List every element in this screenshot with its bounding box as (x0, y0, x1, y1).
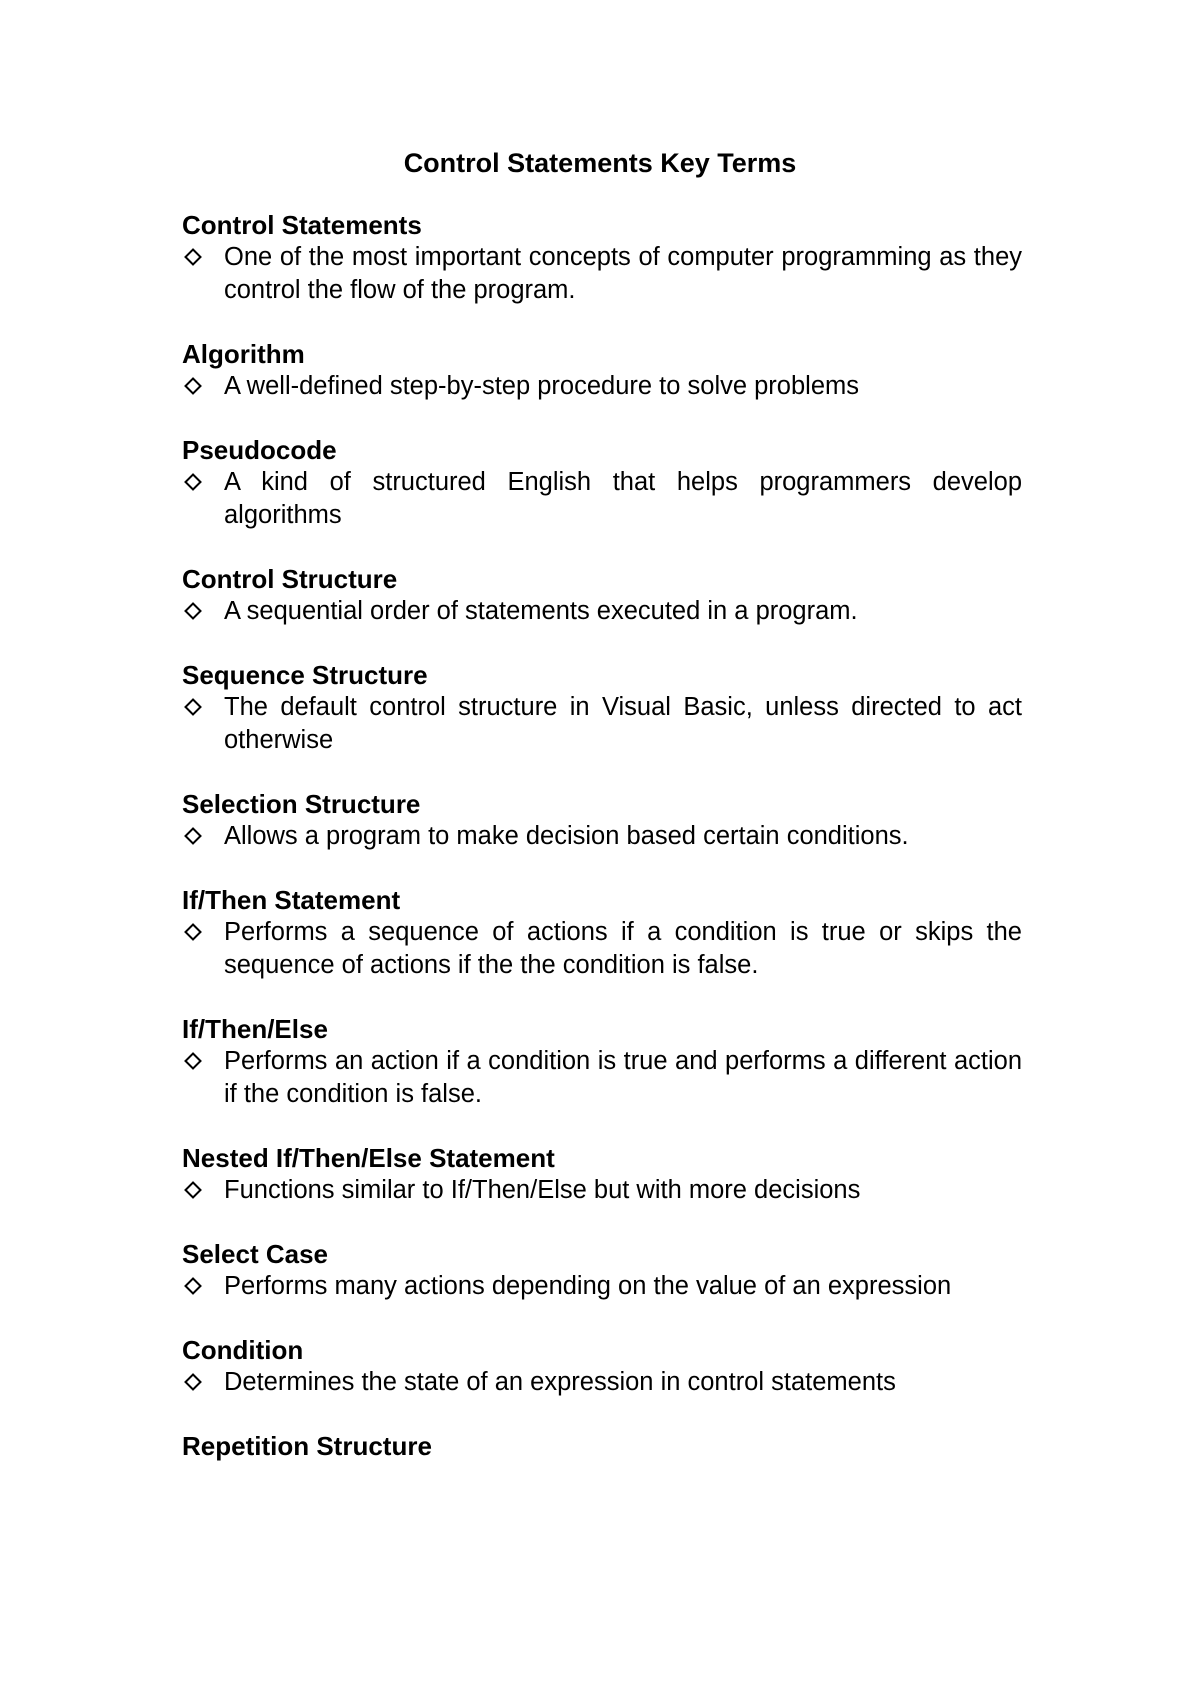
term-heading: Pseudocode (182, 435, 337, 465)
term-definition-item (182, 1174, 1022, 1207)
term-definition-item (182, 241, 1022, 307)
term-definition-item (182, 1045, 1022, 1111)
term-definition: A kind of structured English that helps programmers develop algorithms (224, 468, 1022, 529)
term-definition-item (182, 1270, 1022, 1303)
term-definition: Functions similar to If/Then/Else but with more decisions (224, 1176, 861, 1204)
diamond-bullet-icon (184, 248, 202, 266)
term-heading: Nested If/Then/Else Statement (182, 1143, 555, 1173)
term-heading: Selection Structure (182, 789, 421, 819)
term-definition-item (182, 1366, 1022, 1399)
diamond-bullet-icon (184, 1181, 202, 1199)
term-heading: Algorithm (182, 339, 305, 369)
term-entry (182, 1013, 1022, 1111)
diamond-bullet-icon (184, 923, 202, 941)
term-entry (182, 884, 1022, 982)
term-entry (182, 563, 1022, 628)
term-definition: The default control structure in Visual Basic, unless directed to act otherwise (224, 693, 1022, 754)
term-heading: Sequence Structure (182, 660, 428, 690)
term-definition-item (182, 595, 1022, 628)
term-heading: Select Case (182, 1239, 328, 1269)
term-definition-item (182, 820, 1022, 853)
key-terms-list (182, 209, 1022, 1493)
term-entry (182, 338, 1022, 403)
term-entry (182, 1334, 1022, 1399)
diamond-bullet-icon (184, 827, 202, 845)
diamond-bullet-icon (184, 602, 202, 620)
page-title: Control Statements Key Terms (403, 148, 797, 178)
term-definition-item (182, 370, 1022, 403)
term-definition: Allows a program to make decision based certain conditions. (224, 822, 909, 850)
term-heading: Control Statements (182, 210, 422, 240)
term-definition: Performs an action if a condition is true and performs a different action if the condition is false. (224, 1047, 1022, 1108)
term-entry (182, 1142, 1022, 1207)
diamond-bullet-icon (184, 1277, 202, 1295)
diamond-bullet-icon (184, 698, 202, 716)
term-entry (182, 1238, 1022, 1303)
term-definition: Performs many actions depending on the value of an expression (224, 1272, 952, 1300)
term-heading: Repetition Structure (182, 1431, 432, 1461)
term-definition: One of the most important concepts of computer programming as they control the flow of the program. (224, 243, 1022, 304)
term-definition-item (182, 916, 1022, 982)
term-entry (182, 434, 1022, 532)
term-definition: A sequential order of statements executed in a program. (224, 597, 858, 625)
term-heading: If/Then/Else (182, 1014, 328, 1044)
term-entry (182, 1430, 1022, 1462)
diamond-bullet-icon (184, 473, 202, 491)
term-entry (182, 788, 1022, 853)
term-definition: A well-defined step-by-step procedure to solve problems (224, 372, 859, 400)
term-definition: Determines the state of an expression in control statements (224, 1368, 896, 1396)
diamond-bullet-icon (184, 1052, 202, 1070)
term-definition-item (182, 466, 1022, 532)
term-entry (182, 659, 1022, 757)
term-definition-item (182, 691, 1022, 757)
term-heading: Condition (182, 1335, 304, 1365)
term-definition: Performs a sequence of actions if a condition is true or skips the sequence of actions if the the condition is false. (224, 918, 1022, 979)
term-heading: If/Then Statement (182, 885, 401, 915)
diamond-bullet-icon (184, 1373, 202, 1391)
diamond-bullet-icon (184, 377, 202, 395)
term-entry (182, 209, 1022, 307)
term-heading: Control Structure (182, 564, 398, 594)
